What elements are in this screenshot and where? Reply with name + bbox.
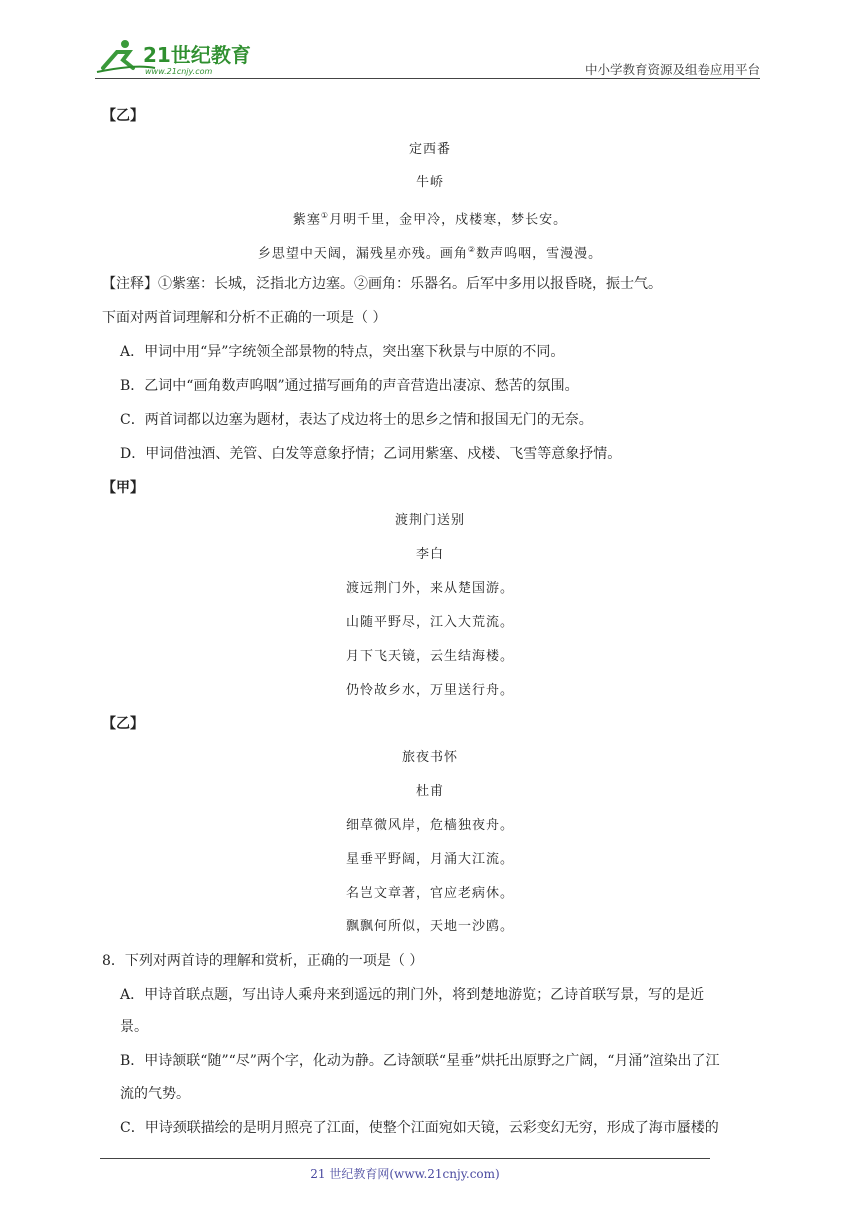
poem-line: 仍怜故乡水，万里送行舟。 xyxy=(345,683,514,698)
poem-title: 定西番 xyxy=(408,142,451,157)
poem-author: 牛峤 xyxy=(415,175,444,190)
footer-divider xyxy=(100,1158,710,1159)
logo xyxy=(95,38,265,78)
poem-line: 紫塞①月明千里，金甲冷，戍楼寒，梦长安。 xyxy=(292,211,568,228)
option-b: B．乙词中“画角数声呜咽”通过描写画角的声音营造出凄凉、愁苦的氛围。 xyxy=(120,378,579,394)
page-footer: 21 世纪教育网(www.21cnjy.com) xyxy=(310,1167,500,1181)
poem-author: 李白 xyxy=(415,547,444,562)
option-a-cont: 景。 xyxy=(120,1019,148,1035)
svg-text:21世纪教育: 21世纪教育 xyxy=(143,43,251,67)
poem-author: 杜甫 xyxy=(415,784,444,799)
option-c: C．甲诗颈联描绘的是明月照亮了江面，使整个江面宛如天镜，云彩变幻无穷，形成了海市蜃楼的 xyxy=(120,1120,719,1136)
poem-line: 渡远荆门外，来从楚国游。 xyxy=(345,581,514,596)
poem-line: 细草微风岸，危樯独夜舟。 xyxy=(345,818,514,833)
option-c: C．两首词都以边塞为题材，表达了戍边将士的思乡之情和报国无门的无奈。 xyxy=(120,412,593,428)
question-stem: 8．下列对两首诗的理解和赏析，正确的一项是（ ） xyxy=(102,953,424,969)
poem-line: 乡思望中天阔，漏残星亦残。画角②数声呜咽，雪漫漫。 xyxy=(257,245,603,262)
poem-line: 星垂平野阔，月涌大江流。 xyxy=(345,852,514,867)
option-b-cont: 流的气势。 xyxy=(120,1086,190,1102)
poem-line: 名岂文章著，官应老病休。 xyxy=(345,886,514,901)
annotation: 【注释】①紫塞：长城，泛指北方边塞。②画角：乐器名。后军中多用以报昏晓，振士气。 xyxy=(102,276,662,292)
option-a: A．甲诗首联点题，写出诗人乘舟来到遥远的荆门外，将到楚地游览；乙诗首联写景，写的是近 xyxy=(120,987,705,1003)
poem-title: 渡荆门送别 xyxy=(394,513,465,528)
svg-text:www.21cnjy.com: www.21cnjy.com xyxy=(145,67,213,76)
option-b: B．甲诗颔联“随”“尽”两个字，化动为静。乙诗颔联“星垂”烘托出原野之广阔，“月涌”渲染出了江 xyxy=(120,1053,720,1069)
poem-title: 旅夜书怀 xyxy=(401,750,458,765)
poem-line: 山随平野尽，江入大荒流。 xyxy=(345,615,514,630)
poem-line: 月下飞天镜，云生结海楼。 xyxy=(345,649,514,664)
platform-name: 中小学教育资源及组卷应用平台 xyxy=(584,62,760,77)
section-label: 【甲】 xyxy=(102,480,144,496)
option-d: D．甲词借浊酒、羌管、白发等意象抒情；乙词用紫塞、戍楼、飞雪等意象抒情。 xyxy=(120,446,622,462)
question-stem: 下面对两首词理解和分析不正确的一项是（ ） xyxy=(102,310,387,326)
page-header xyxy=(95,38,760,80)
header-divider xyxy=(95,78,760,79)
section-label: 【乙】 xyxy=(102,716,144,732)
section-label: 【乙】 xyxy=(102,108,144,124)
poem-line: 飘飘何所似，天地一沙鸥。 xyxy=(345,919,514,934)
option-a: A．甲词中用“异”字统领全部景物的特点，突出塞下秋景与中原的不同。 xyxy=(120,344,565,360)
